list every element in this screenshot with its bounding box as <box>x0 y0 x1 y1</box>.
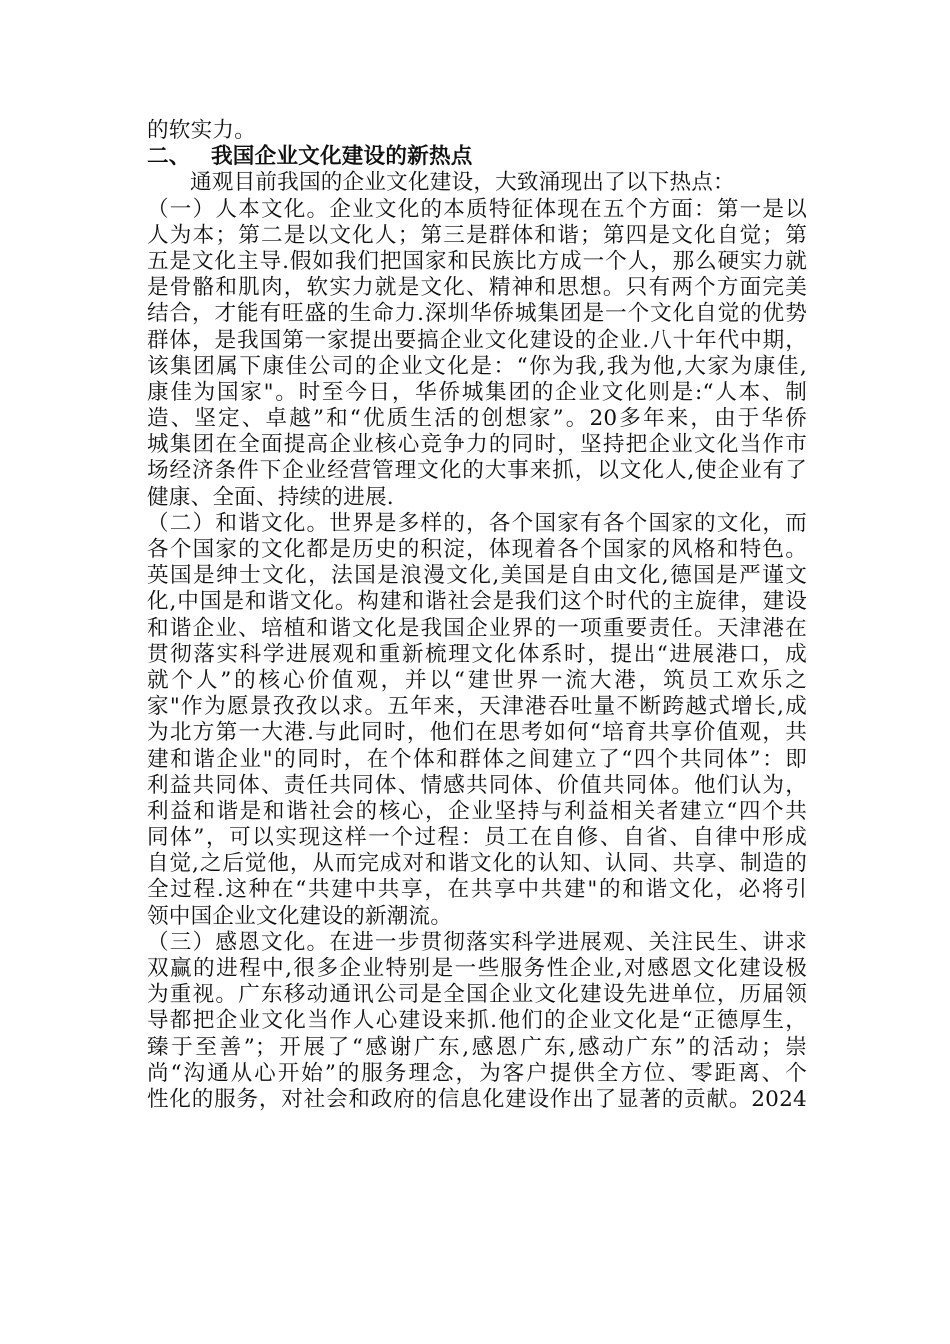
text-line: 为重视。广东移动通讯公司是全国企业文化建设先进单位，历届领 <box>147 982 807 1008</box>
text-line: 利益共同体、责任共同体、情感共同体、价值共同体。他们认为， <box>147 772 807 798</box>
text-line: 尚“沟通从心开始”的服务理念，为客户提供全方位、零距离、个 <box>147 1060 807 1086</box>
text-line: 同体”，可以实现这样一个过程：员工在自修、自省、自律中形成 <box>147 825 807 851</box>
text-line: （三）感恩文化。在进一步贯彻落实科学进展观、关注民生、讲求 <box>147 929 807 955</box>
document-body <box>147 118 807 1113</box>
text-line: 康佳为国家"。时至今日，华侨城集团的企业文化则是:“人本、制 <box>147 379 807 405</box>
text-line: 领中国企业文化建设的新潮流。 <box>147 903 453 929</box>
text-line: 健康、全面、持续的进展. <box>147 484 394 510</box>
text-line: 建和谐企业"的同时，在个体和群体之间建立了“四个共同体”：即 <box>147 746 807 772</box>
text-line: 场经济条件下企业经营管理文化的大事来抓，以文化人,使企业有了 <box>147 458 807 484</box>
text-line: 自觉,之后觉他，从而完成对和谐文化的认知、认同、共享、制造的 <box>147 851 807 877</box>
text-line: 人为本；第二是以文化人；第三是群体和谐；第四是文化自觉；第 <box>147 222 807 248</box>
text-line: 是骨骼和肌肉，软实力就是文化、精神和思想。只有两个方面完美 <box>147 275 807 301</box>
text-line: 化,中国是和谐文化。构建和谐社会是我们这个时代的主旋律，建设 <box>147 589 807 615</box>
text-line: 贯彻落实科学进展观和重新梳理文化体系时，提出“进展港口，成 <box>147 641 807 667</box>
text-line: 城集团在全面提高企业核心竞争力的同时，坚持把企业文化当作市 <box>147 432 807 458</box>
section-title: 我国企业文化建设的新热点 <box>211 144 473 170</box>
text-line: 五是文化主导.假如我们把国家和民族比方成一个人，那么硬实力就 <box>147 248 807 274</box>
text-line: 英国是绅士文化，法国是浪漫文化,美国是自由文化,德国是严谨文 <box>147 563 807 589</box>
section-number: 二、 <box>147 144 191 170</box>
text-line: 造、坚定、卓越”和“优质生活的创想家”。20多年来，由于华侨 <box>147 406 807 432</box>
section-heading <box>147 144 807 170</box>
text-line: 利益和谐是和谐社会的核心，企业坚持与利益相关者建立“四个共 <box>147 798 807 824</box>
text-line: 就个人”的核心价值观，并以“建世界一流大港，筑员工欢乐之 <box>147 667 807 693</box>
text-line: 各个国家的文化都是历史的积淀，体现着各个国家的风格和特色。 <box>147 537 807 562</box>
text-line: 为北方第一大港.与此同时，他们在思考如何“培育共享价值观，共 <box>147 720 807 746</box>
text-line: 和谐企业、培植和谐文化是我国企业界的一项重要责任。天津港在 <box>147 615 807 641</box>
text-line: 臻于至善”；开展了“感谢广东,感恩广东,感动广东”的活动；崇 <box>147 1034 807 1060</box>
text-line: 通观目前我国的企业文化建设，大致涌现出了以下热点： <box>190 170 735 196</box>
text-line: 性化的服务，对社会和政府的信息化建设作出了显著的贡献。2024 <box>147 1086 807 1112</box>
text-line: （二）和谐文化。世界是多样的，各个国家有各个国家的文化，而 <box>147 510 807 536</box>
text-line: 结合，才能有旺盛的生命力.深圳华侨城集团是一个文化自觉的优势 <box>147 301 807 327</box>
text-line: （一）人本文化。企业文化的本质特征体现在五个方面：第一是以 <box>147 196 807 222</box>
text-line: 导都把企业文化当作人心建设来抓.他们的企业文化是“正德厚生， <box>147 1008 807 1034</box>
text-line: 家"作为愿景孜孜以求。五年来，天津港吞吐量不断跨越式增长,成 <box>147 694 807 720</box>
text-line: 群体，是我国第一家提出要搞企业文化建设的企业.八十年代中期， <box>147 327 807 353</box>
text-line: 全过程.这种在“共建中共享，在共享中共建"的和谐文化，必将引 <box>147 877 807 903</box>
document-page <box>147 118 807 1113</box>
text-line: 双赢的进程中,很多企业特别是一些服务性企业,对感恩文化建设极 <box>147 956 807 981</box>
text-line: 该集团属下康佳公司的企业文化是：“你为我,我为他,大家为康佳, <box>147 353 807 379</box>
text-line: 的软实力。 <box>147 118 256 143</box>
